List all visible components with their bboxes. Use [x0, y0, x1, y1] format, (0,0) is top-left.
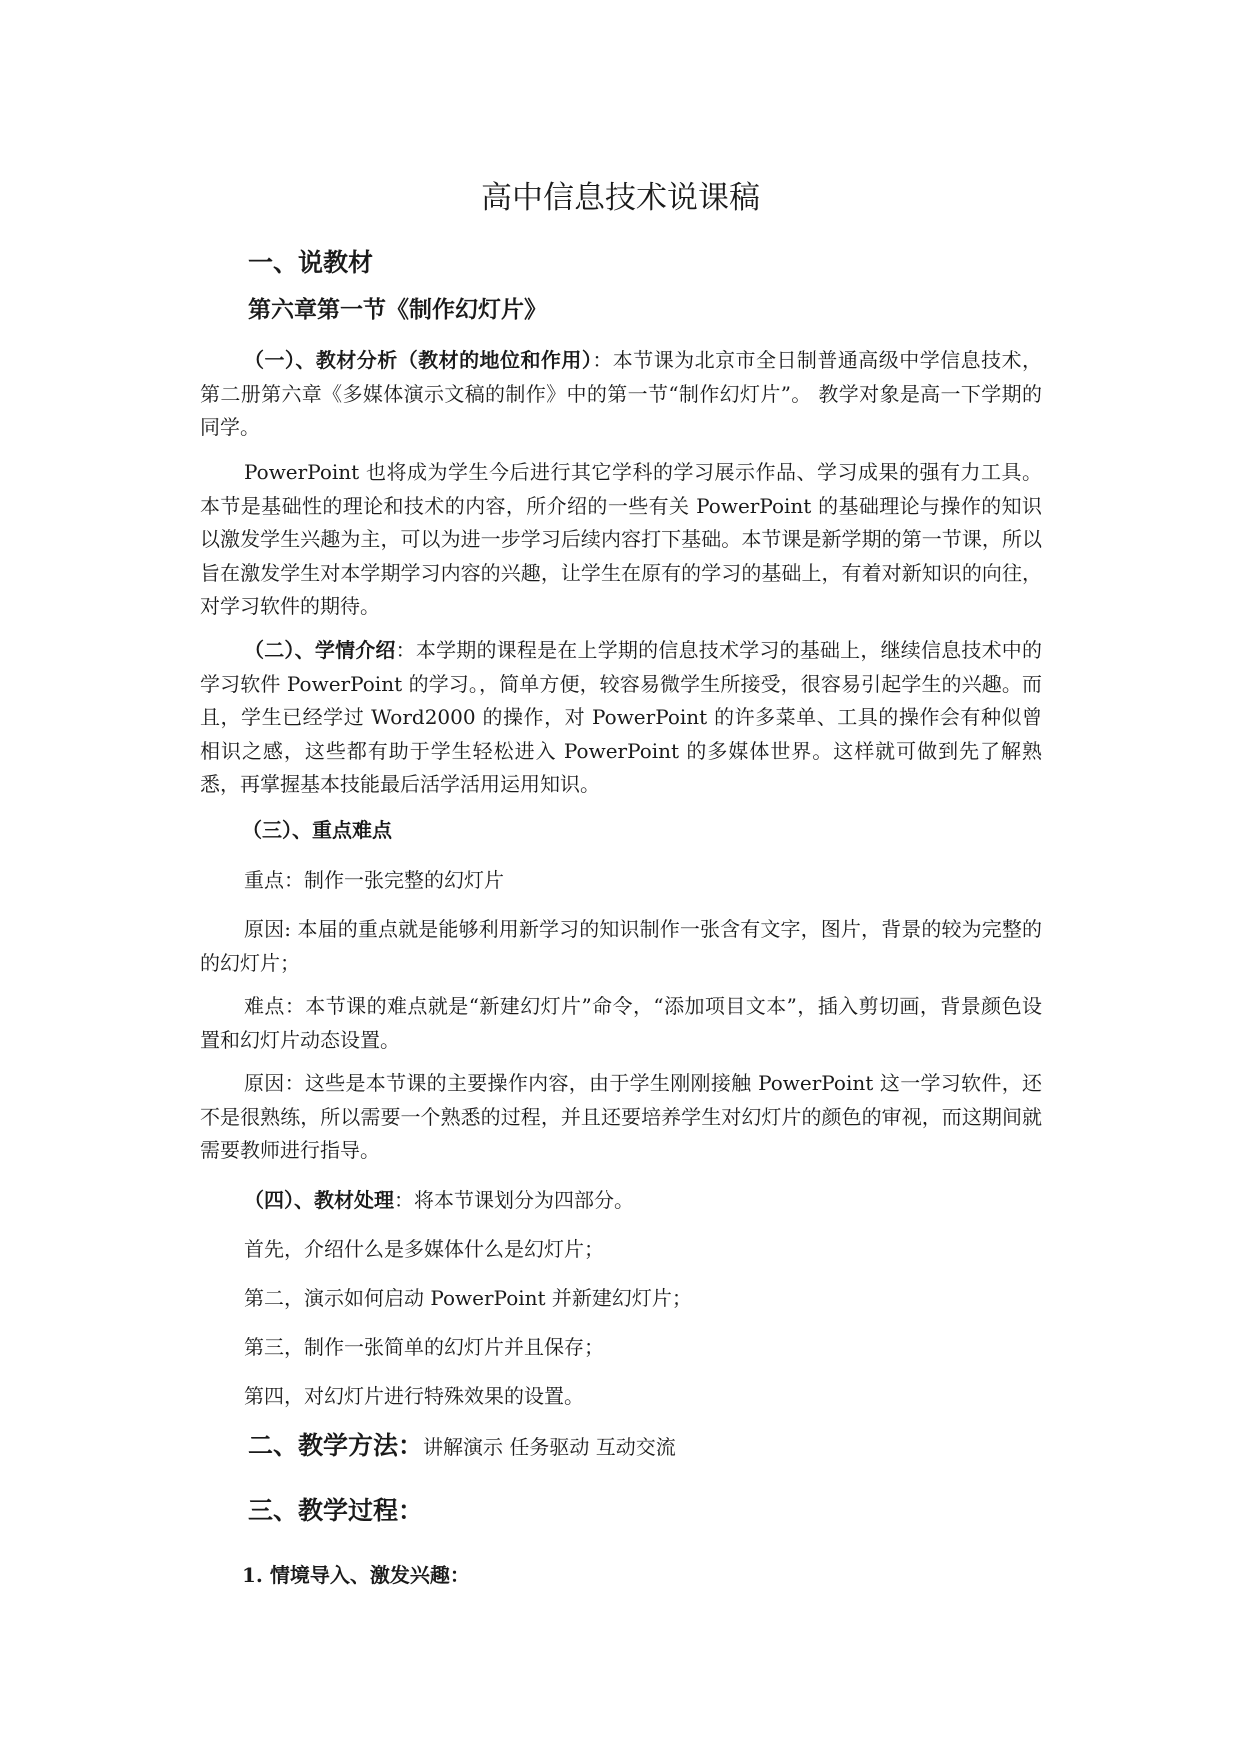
chapter-heading: 第六章第一节《制作幻灯片》 [248, 296, 547, 323]
paragraph-key-reason: 原因: 本届的重点就是能够利用新学习的知识制作一张含有文字，图片，背景的较为完整的的幻灯片； [200, 917, 1042, 975]
analysis-label: （一）、教材分析（教材的地位和作用） [244, 348, 593, 372]
step-1: 首先，介绍什么是多媒体什么是幻灯片； [244, 1237, 604, 1261]
process-item-1: 1. 情境导入、激发兴趣： [242, 1563, 470, 1587]
processing-label: （四）、教材处理 [244, 1188, 394, 1212]
paragraph-powerpoint: PowerPoint 也将成为学生今后进行其它学科的学习展示作品、学习成果的强有力工具。本节是基础性的理论和技术的内容，所介绍的一些有关 PowerPoint 的基础理论与操作的知识以激发学生兴趣为主，可以为进一步学习后续内容打下基础。本节课是新学期的第一节课，所以旨在激发学生对本学期学习内容的兴趣，让学生在原有的学习的基础上，有着对新知识的向往，对学习软件的期待。 [200, 460, 1042, 618]
key-difficulty-heading: （三）、重点难点 [242, 818, 392, 842]
analysis-text: ：本节课为北京市全日制普通高级中学信息技术，第二册第六章《多媒体演示文稿的制作》中的第一节“制作幻灯片”。 教学对象是高一下学期的同学。 [200, 348, 1043, 439]
paragraph-students [200, 634, 1042, 802]
processing-text: ：将本节课划分为四部分。 [394, 1188, 634, 1212]
section-heading-process: 三、教学过程： [248, 1496, 424, 1525]
document-title: 高中信息技术说课稿 [481, 180, 760, 216]
step-3: 第三，制作一张简单的幻灯片并且保存； [244, 1335, 604, 1359]
section-heading-methods [248, 1429, 676, 1464]
students-label: （二）、学情介绍 [244, 638, 396, 662]
methods-text: 讲解演示 任务驱动 互动交流 [423, 1435, 676, 1459]
section-heading-textbook: 一、说教材 [248, 248, 374, 277]
step-4: 第四，对幻灯片进行特殊效果的设置。 [244, 1384, 584, 1408]
paragraph-difficulty: 难点：本节课的难点就是“新建幻灯片”命令，“添加项目文本”，插入剪切画，背景颜色设置和幻灯片动态设置。 [200, 994, 1042, 1052]
paragraph-difficulty-reason: 原因：这些是本节课的主要操作内容，由于学生刚刚接触 PowerPoint 这一学习软件，还不是很熟练，所以需要一个熟悉的过程，并且还要培养学生对幻灯片的颜色的审视，而这期间就需要教师进行指导。 [200, 1071, 1042, 1162]
students-text: ：本学期的课程是在上学期的信息技术学习的基础上，继续信息技术中的学习软件 PowerPoint 的学习。，简单方便，较容易微学生所接受，很容易引起学生的兴趣。而且，学生已经学过 Word2000 的操作，对 PowerPoint 的许多菜单、工具的操作会有种似曾相识之感，这些都有助于学生轻松进入 PowerPoint 的多媒体世界。这样就可做到先了解熟悉，再掌握基本技能最后活学活用运用知识。 [200, 638, 1043, 796]
paragraph-analysis [200, 344, 1042, 445]
methods-label: 二、教学方法： [248, 1431, 424, 1460]
processing-line [244, 1185, 634, 1215]
key-point-line: 重点：制作一张完整的幻灯片 [244, 868, 504, 892]
step-2: 第二，演示如何启动 PowerPoint 并新建幻灯片； [244, 1286, 692, 1310]
